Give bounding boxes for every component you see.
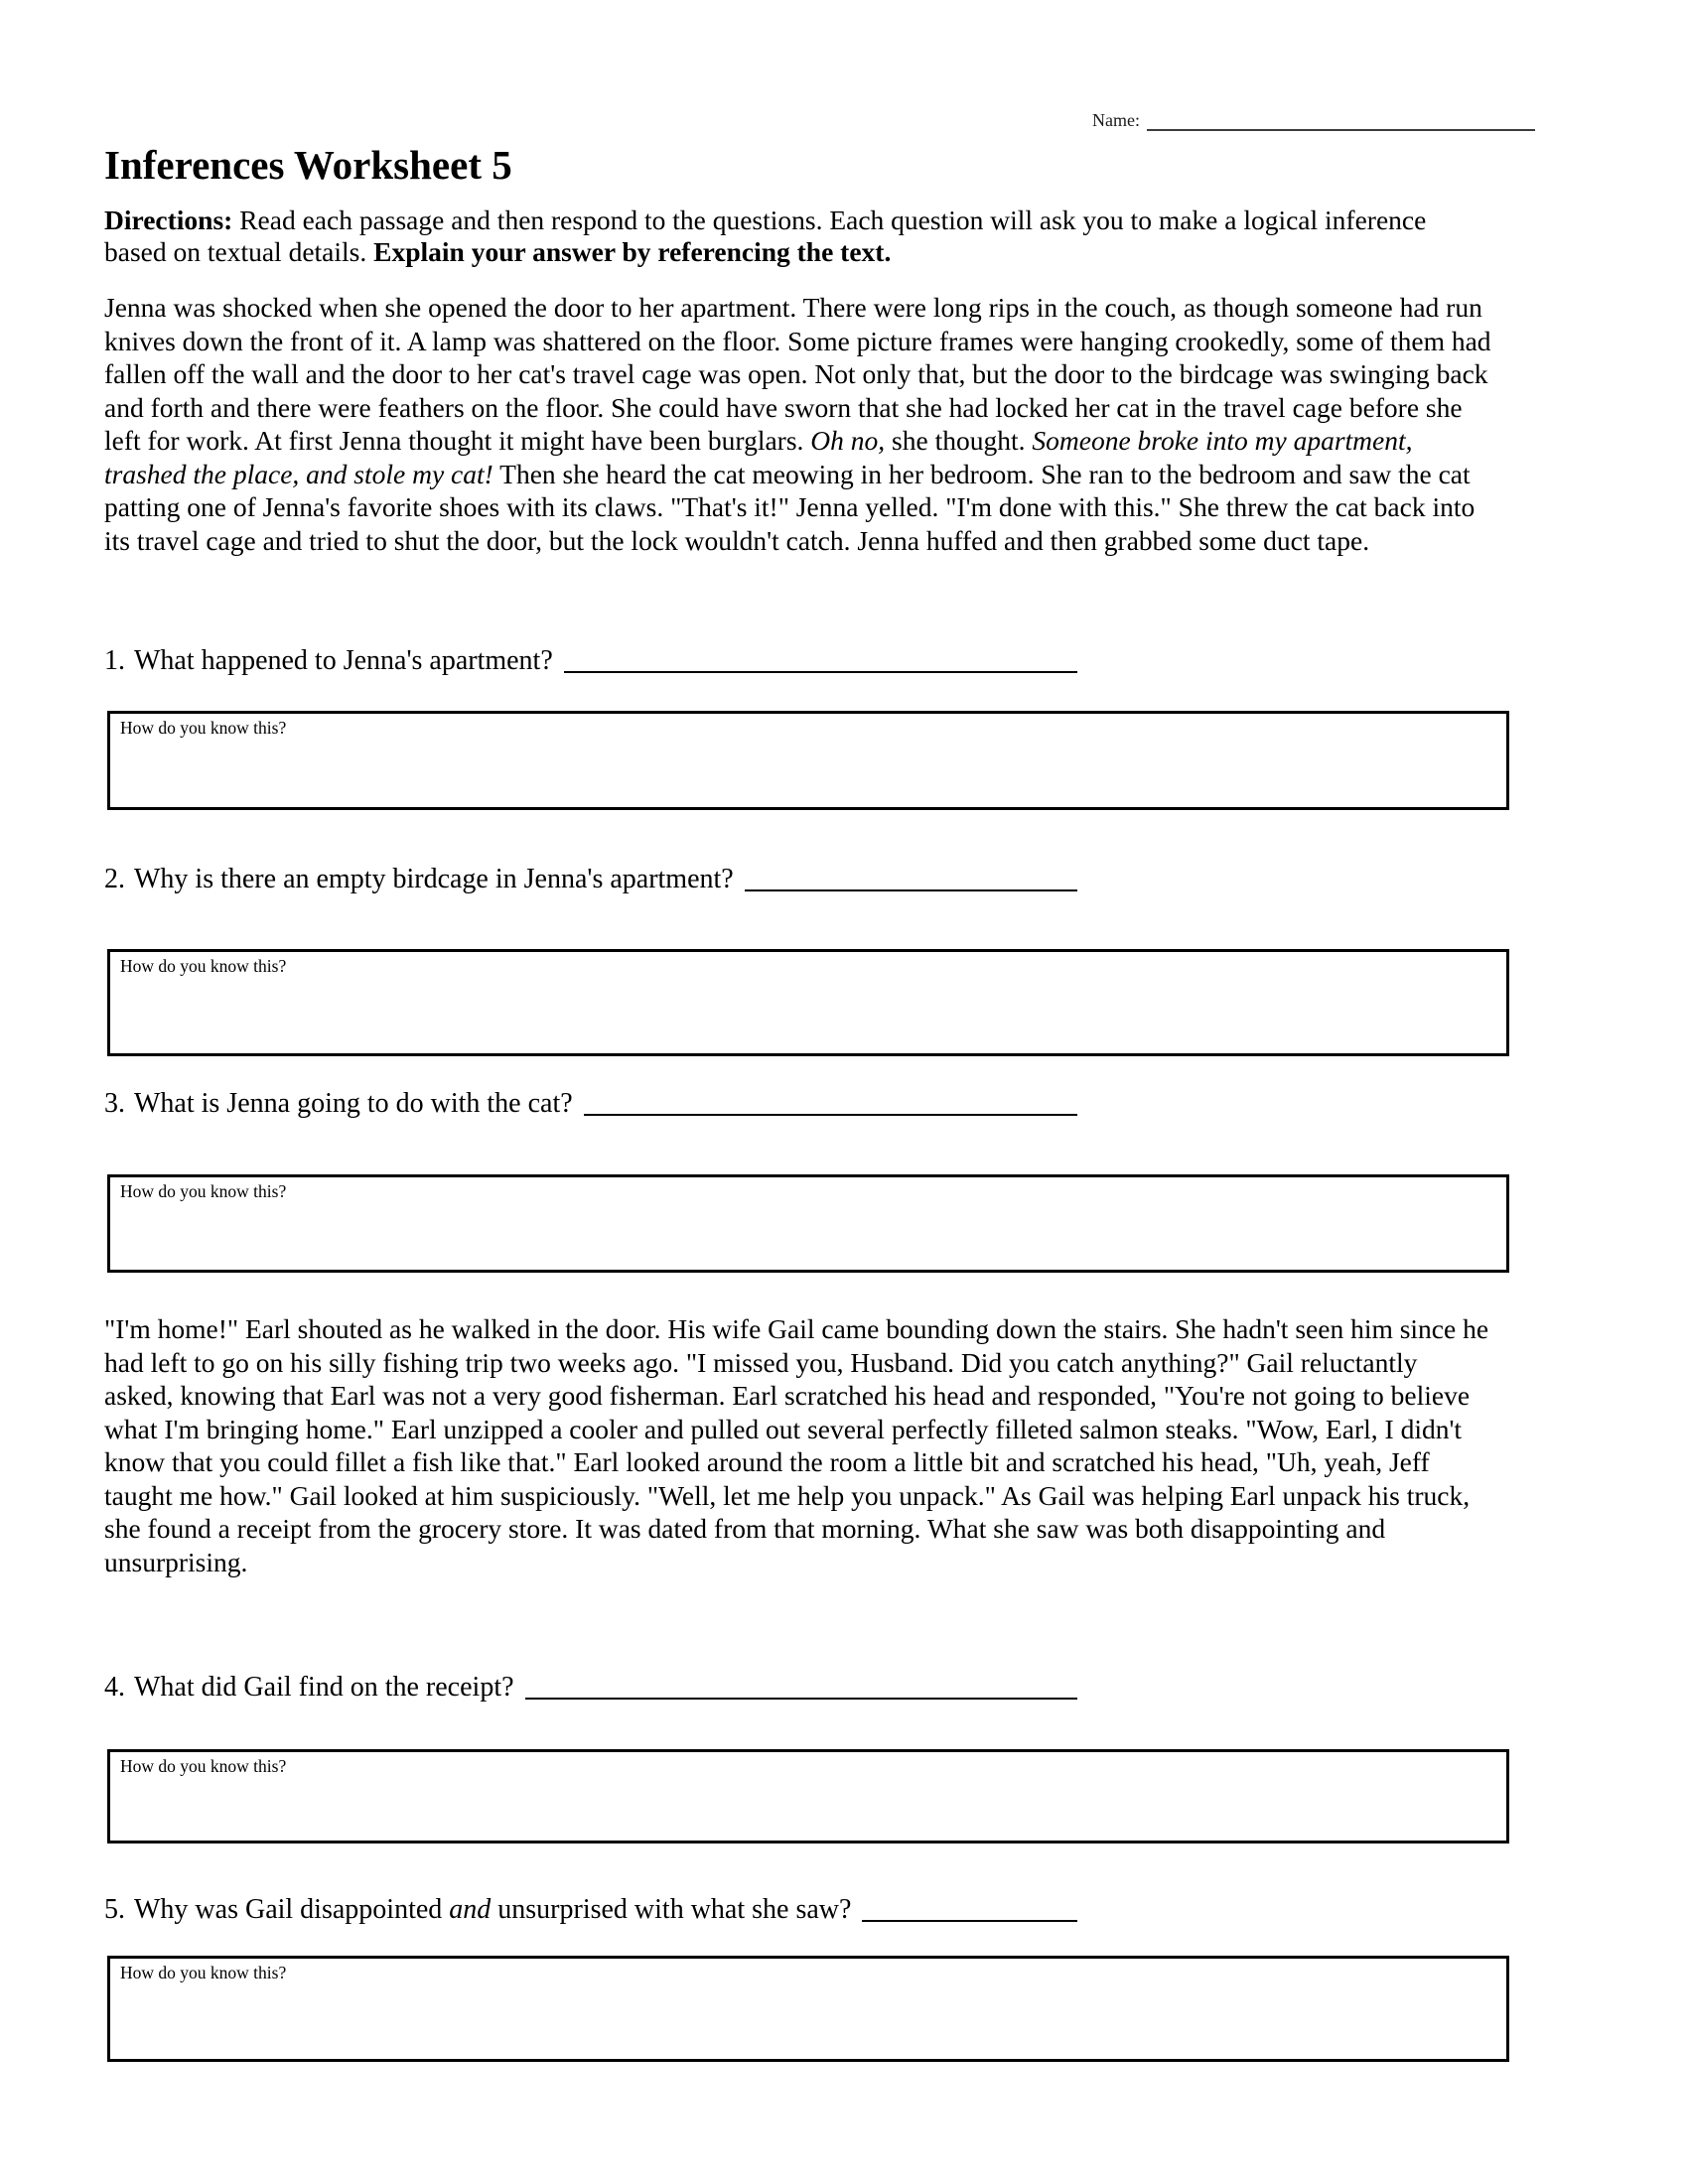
question-1-answer-box[interactable] — [107, 711, 1509, 810]
question-2-answer-box[interactable] — [107, 949, 1509, 1056]
question-5-answer-box[interactable] — [107, 1956, 1509, 2062]
question-3-number: 3. — [104, 1088, 125, 1119]
directions-emphasis: Explain your answer by referencing the text. — [373, 236, 892, 267]
question-1-answer-line[interactable] — [564, 671, 1077, 673]
page-title: Inferences Worksheet 5 — [104, 142, 512, 188]
question-4-answer-line[interactable] — [525, 1698, 1077, 1700]
passage-1: Jenna was shocked when she opened the door to her apartment. There were long rips in the couch, as though someone had run knives down the front of it. A lamp was shattered on the floor. Some picture frames were hanging crookedly, some of them had fallen off the wall and the door to her cat's travel cage was open. Not only that, but the door to the birdcage was swinging back and forth and there were feathers on the floor. She could have sworn that she had locked her cat in the travel cage before she left for work. At first Jenna thought it might have been burglars. Oh no, she thought. Someone broke into my apartment, trashed the place, and stole my cat! Then she heard the cat meowing in her bedroom. She ran to the bedroom and saw the cat patting one of Jenna's favorite shoes with its claws. "That's it!" Jenna yelled. "I'm done with this." She threw the cat back into its travel cage and tried to shut the door, but the lock wouldn't catch. Jenna huffed and then grabbed some duct tape. — [104, 292, 1491, 556]
question-2-text: Why is there an empty birdcage in Jenna's apartment? — [134, 864, 734, 894]
answer-box-label: How do you know this? — [120, 718, 287, 738]
question-2-answer-line[interactable] — [745, 889, 1077, 891]
answer-box-label: How do you know this? — [120, 956, 287, 976]
question-3-answer-box[interactable] — [107, 1174, 1509, 1273]
question-3-answer-line[interactable] — [584, 1114, 1077, 1116]
question-3 — [104, 1087, 1077, 1121]
question-5-text: Why was Gail disappointed and unsurprised with what she saw? — [134, 1894, 852, 1925]
question-3-text: What is Jenna going to do with the cat? — [134, 1088, 573, 1119]
name-row — [1092, 111, 1535, 131]
question-5-answer-line[interactable] — [862, 1920, 1077, 1922]
question-1 — [104, 644, 1077, 678]
question-4-number: 4. — [104, 1672, 125, 1703]
question-1-text: What happened to Jenna's apartment? — [134, 645, 553, 676]
answer-box-label: How do you know this? — [120, 1181, 287, 1201]
name-input-line[interactable] — [1147, 113, 1535, 131]
directions — [104, 205, 1492, 268]
directions-body: Read each passage and then respond to the questions. Each question will ask you to make a logical inference based on textual details. — [104, 205, 1427, 267]
name-label: Name: — [1092, 110, 1140, 130]
question-5-number: 5. — [104, 1894, 125, 1925]
answer-box-label: How do you know this? — [120, 1963, 287, 1982]
question-4-answer-box[interactable] — [107, 1749, 1509, 1843]
answer-box-label: How do you know this? — [120, 1756, 287, 1776]
directions-label: Directions: — [104, 205, 233, 235]
question-4-text: What did Gail find on the receipt? — [134, 1672, 514, 1703]
passage-2: "I'm home!" Earl shouted as he walked in the door. His wife Gail came bounding down the stairs. She hadn't seen him since he had left to go on his silly fishing trip two weeks ago. "I missed you, Husband. Did you catch anything?" Gail reluctantly asked, knowing that Earl was not a very good fisherman. Earl scratched his head and responded, "You're not going to believe what I'm bringing home." Earl unzipped a cooler and pulled out several perfectly filleted salmon steaks. "Wow, Earl, I didn't know that you could fillet a fish like that." Earl looked around the room a little bit and scratched his head, "Uh, yeah, Jeff taught me how." Gail looked at him suspiciously. "Well, let me help you unpack." As Gail was helping Earl unpack his truck, she found a receipt from the grocery store. It was dated from that morning. What she saw was both disappointing and unsurprising. — [104, 1313, 1489, 1577]
question-1-number: 1. — [104, 645, 125, 676]
question-2-number: 2. — [104, 864, 125, 894]
question-4 — [104, 1671, 1077, 1705]
question-2 — [104, 863, 1077, 896]
question-5 — [104, 1893, 1077, 1927]
